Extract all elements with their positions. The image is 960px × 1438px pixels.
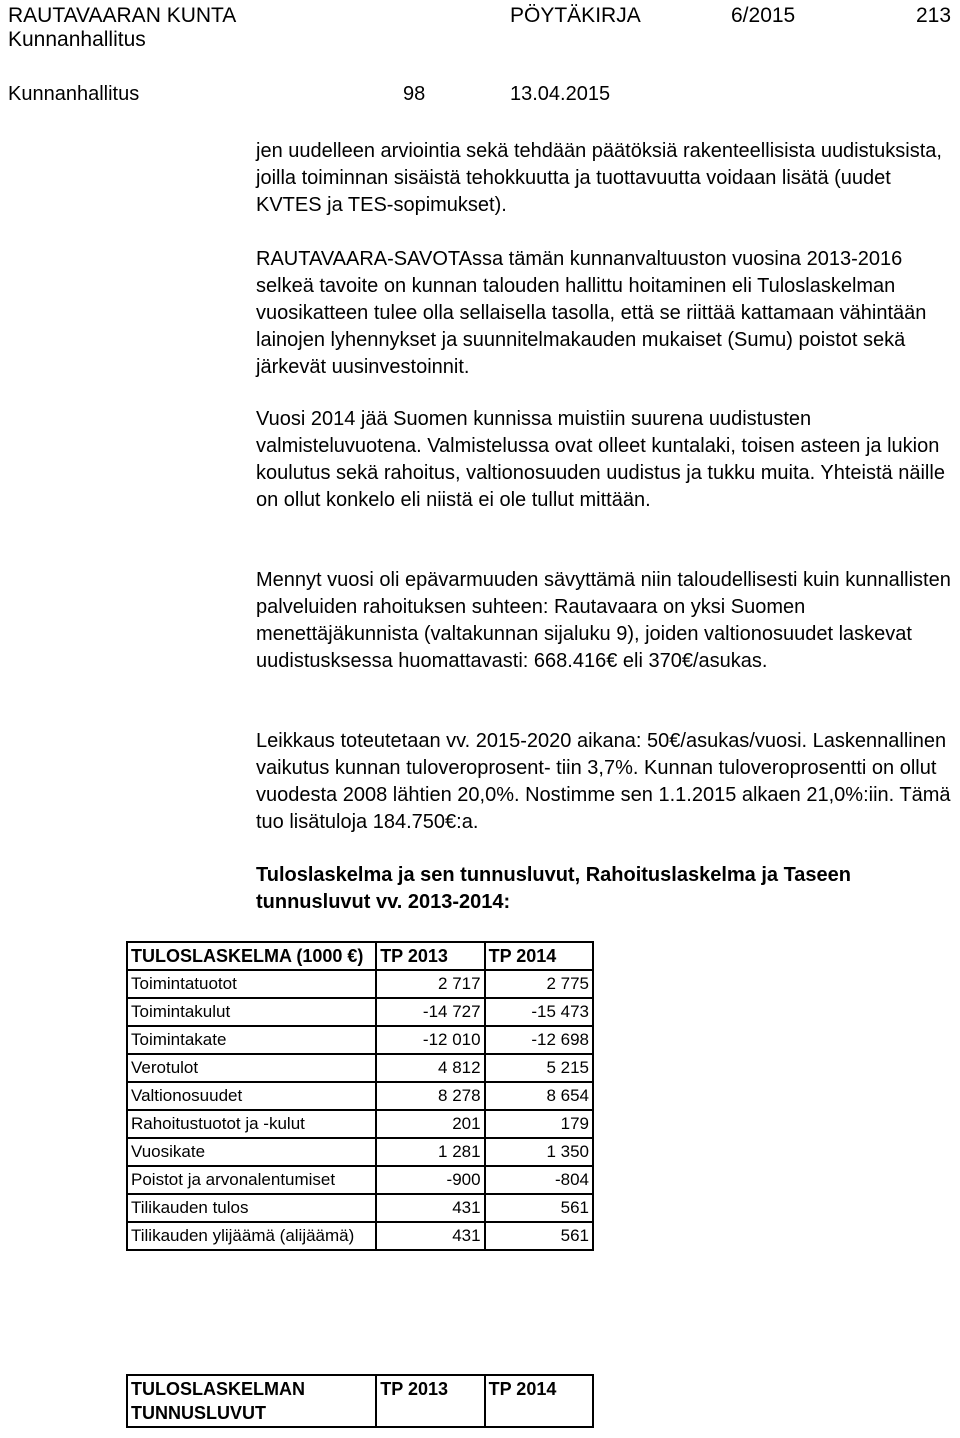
header-org: RAUTAVAARAN KUNTA <box>8 4 237 27</box>
table-row <box>127 1082 593 1110</box>
table-cell-value: 561 <box>485 1194 593 1222</box>
table-cell-value: 561 <box>485 1222 593 1250</box>
table-cell-value: 2 775 <box>485 970 593 998</box>
table-header-cell: TP 2013 <box>376 942 484 970</box>
paragraph-2: RAUTAVAARA-SAVOTAssa tämän kunnanvaltuuston vuosina 2013-2016 selkeä tavoite on kunnan talouden hallittu hoitaminen eli Tuloslaskelman vuosikatteen tulee olla sellaisella tasolla, että se riittää kattamaan vähintään lainojen lyhennykset ja suunnitelmakauden mukaiset (Sumu) poistot sekä järkevät uusinvestoinnit. <box>256 248 927 378</box>
table-header-cell: TULOSLASKELMA (1000 €) <box>127 942 376 970</box>
table-cell-value: -14 727 <box>376 998 484 1026</box>
table-cell-value: 201 <box>376 1110 484 1138</box>
table-row-label: Verotulot <box>127 1054 376 1082</box>
table-row-label: Tilikauden tulos <box>127 1194 376 1222</box>
table-cell-value: -15 473 <box>485 998 593 1026</box>
table-row-label: Valtionosuudet <box>127 1082 376 1110</box>
table-header-row <box>127 1375 593 1427</box>
header-doc-type: PÖYTÄKIRJA <box>510 4 641 27</box>
table-row <box>127 1222 593 1250</box>
table-row-label: Poistot ja arvonalentumiset <box>127 1166 376 1194</box>
table-cell-value: -12 010 <box>376 1026 484 1054</box>
table-row-label: Vuosikate <box>127 1138 376 1166</box>
header-body: Kunnanhallitus <box>8 28 146 51</box>
table-cell-value: 1 350 <box>485 1138 593 1166</box>
section-body: Kunnanhallitus <box>8 83 140 105</box>
table-header-cell: TP 2014 <box>485 1375 593 1427</box>
table-header-row <box>127 942 593 970</box>
table-cell-value: 8 654 <box>485 1082 593 1110</box>
table-row-label: Toimintakate <box>127 1026 376 1054</box>
table-row <box>127 998 593 1026</box>
table-row <box>127 1054 593 1082</box>
header-issue: 6/2015 <box>731 4 796 27</box>
table-row-label: Toimintakulut <box>127 998 376 1026</box>
table-cell-value: 431 <box>376 1222 484 1250</box>
tuloslaskelma-table <box>126 941 594 1251</box>
table-row-label: Rahoitustuotot ja -kulut <box>127 1110 376 1138</box>
table-cell-value: 2 717 <box>376 970 484 998</box>
table-row <box>127 1166 593 1194</box>
table-cell-value: -900 <box>376 1166 484 1194</box>
tunnusluvut-table <box>126 1374 594 1428</box>
paragraph-5: Leikkaus toteutetaan vv. 2015-2020 aikana: 50€/asukas/vuosi. Laskennallinen vaikutus kunnan tuloveroprosent- tiin 3,7%. Kunnan tuloveroprosentti on ollut vuodesta 2008 lähtien 20,0%. Nostimme sen 1.1.2015 alkaen 21,0%:iin. Tämä tuo lisätuloja 184.750€:a. <box>256 730 951 833</box>
table-row <box>127 1110 593 1138</box>
header-page-number: 213 <box>916 4 952 27</box>
table-row <box>127 1026 593 1054</box>
table-header-cell: TP 2013 <box>376 1375 484 1427</box>
table-row <box>127 1138 593 1166</box>
table-row-label: Toimintatuotot <box>127 970 376 998</box>
table-cell-value: -12 698 <box>485 1026 593 1054</box>
table-cell-value: 179 <box>485 1110 593 1138</box>
paragraph-4: Mennyt vuosi oli epävarmuuden sävyttämä niin taloudellisesti kuin kunnallisten palveluiden rahoituksen suhteen: Rautavaara on yksi Suomen menettäjäkunnista (valtakunnan sijaluku 9), joiden valtionosuudet laskevat uudistusksessa huomattavasti: 668.416€ eli 370€/asukas. <box>256 569 951 672</box>
table-cell-value: 431 <box>376 1194 484 1222</box>
table-cell-value: 1 281 <box>376 1138 484 1166</box>
section-number: 98 <box>403 83 426 105</box>
table-cell-value: -804 <box>485 1166 593 1194</box>
table-header-cell: TP 2014 <box>485 942 593 970</box>
table-row <box>127 1194 593 1222</box>
table-cell-value: 8 278 <box>376 1082 484 1110</box>
table-row <box>127 970 593 998</box>
paragraph-3: Vuosi 2014 jää Suomen kunnissa muistiin suurena uudistusten valmisteluvuotena. Valmistelussa ovat olleet kuntalaki, toisen asteen ja lukion koulutus sekä rahoitus, valtionosuuden uudistus ja tukku muita. Yhteistä näille on ollut konkelo eli niistä ei ole tullut mittään. <box>256 408 945 511</box>
table-row-label: Tilikauden ylijäämä (alijäämä) <box>127 1222 376 1250</box>
table-cell-value: 5 215 <box>485 1054 593 1082</box>
table-header-cell: TULOSLASKELMAN TUNNUSLUVUT <box>127 1375 376 1427</box>
section-heading: Tuloslaskelma ja sen tunnusluvut, Rahoituslaskelma ja Taseen tunnusluvut vv. 2013-2014: <box>256 864 852 913</box>
paragraph-1: jen uudelleen arviointia sekä tehdään päätöksiä rakenteellisista uudistuksista, joilla toiminnan sisäistä tehokkuutta ja tuottavuutta voidaan lisätä (uudet KVTES ja TES-sopimukset). <box>256 140 942 216</box>
table-cell-value: 4 812 <box>376 1054 484 1082</box>
section-date: 13.04.2015 <box>510 83 611 105</box>
